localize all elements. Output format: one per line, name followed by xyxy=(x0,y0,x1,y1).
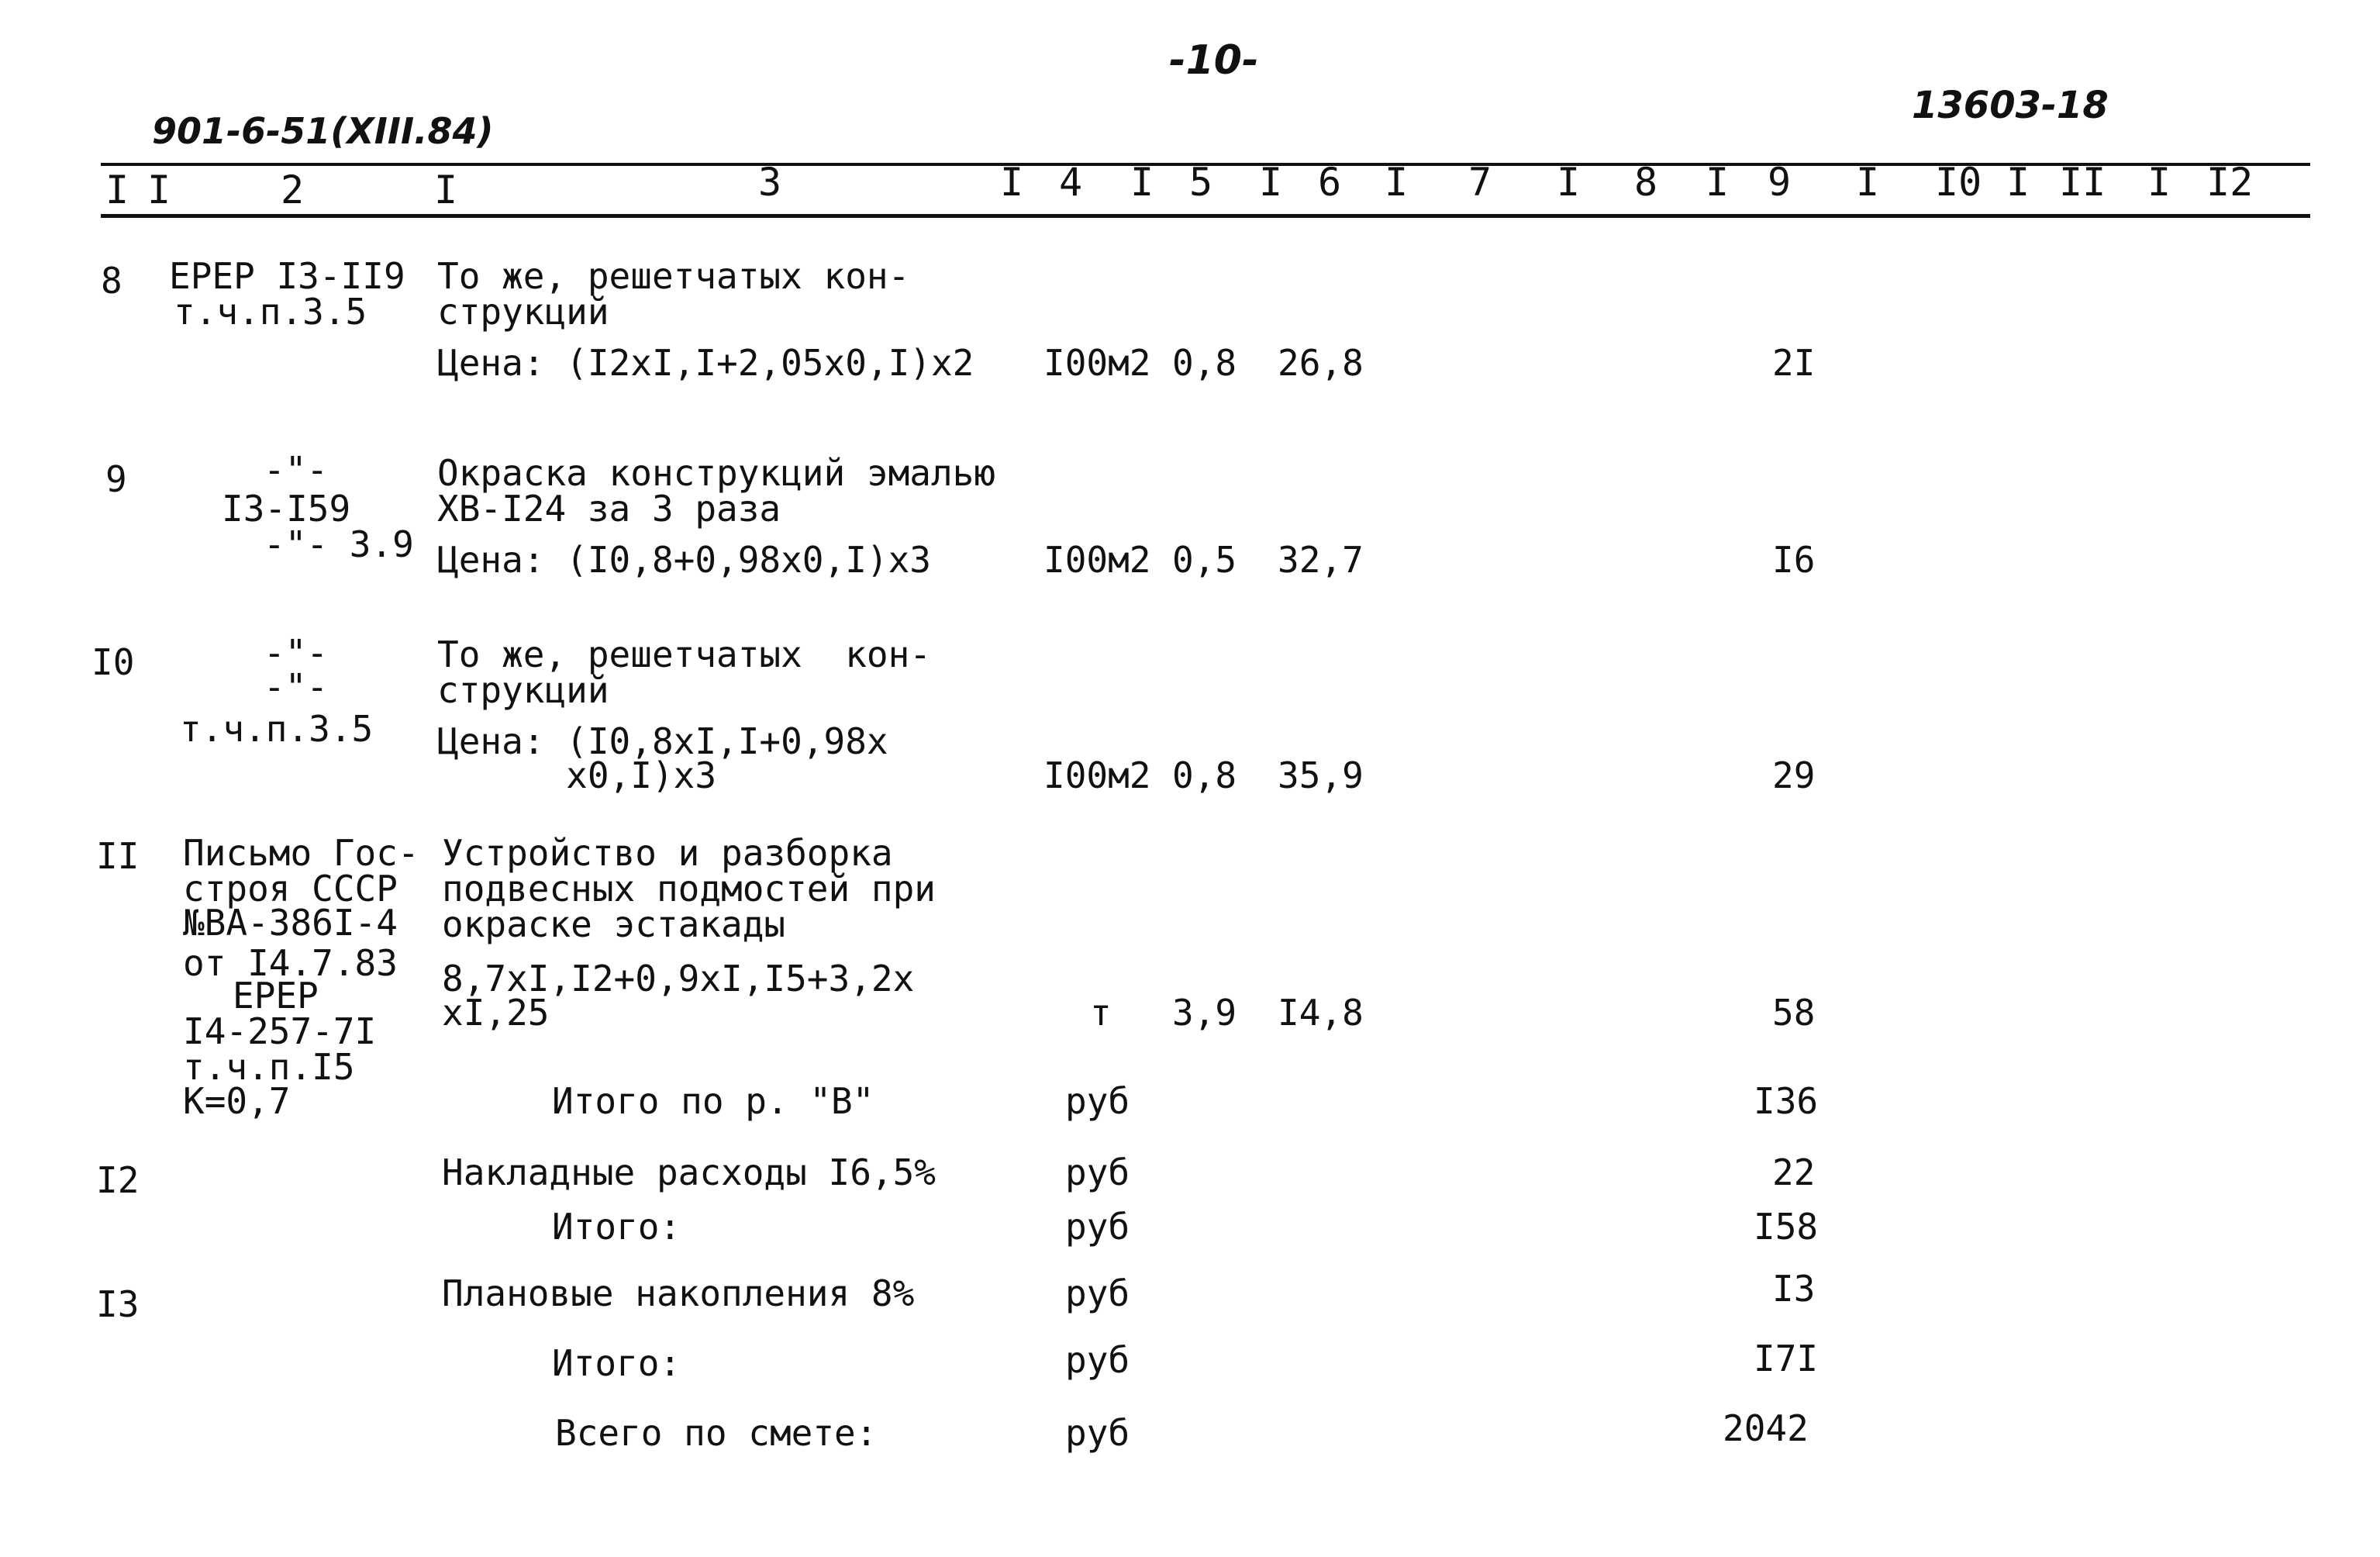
basis-line: от I4.7.83 xyxy=(183,942,398,984)
col-header-7: 7 xyxy=(1468,160,1492,205)
col-header-1: I xyxy=(105,167,129,212)
col-header-5: 5 xyxy=(1189,160,1213,205)
total-cell: 58 xyxy=(1772,992,1816,1034)
header-bottom-rule xyxy=(101,214,2310,218)
summary-label: Накладные расходы I6,5% xyxy=(442,1151,936,1193)
unit-cell: I00м2 xyxy=(1043,539,1151,581)
basis-line: -"- xyxy=(264,449,329,491)
row-number: I0 xyxy=(91,641,135,683)
unit-price-cell: 26,8 xyxy=(1278,342,1364,384)
summary-unit: руб xyxy=(1065,1272,1130,1314)
col-header-8: 8 xyxy=(1634,160,1658,205)
description-line: струкций xyxy=(437,291,609,333)
total-cell: I6 xyxy=(1772,539,1816,581)
summary-label: Итого: xyxy=(552,1206,681,1248)
row-number: 8 xyxy=(101,260,122,302)
description-line: окраске эстакады xyxy=(442,903,786,945)
price-line: Цена: (I0,8xI,I+0,98x xyxy=(437,720,888,762)
basis-line: -"- xyxy=(264,666,329,708)
col-sep-10: I xyxy=(2006,160,2030,205)
basis-line: -"- 3.9 xyxy=(264,523,414,565)
summary-total: 2042 xyxy=(1723,1407,1809,1449)
summary-total: I3 xyxy=(1772,1268,1816,1310)
summary-unit: руб xyxy=(1065,1206,1130,1248)
col-header-2: 2 xyxy=(281,167,305,212)
doc-code: 901-6-51(XIII.84) xyxy=(152,110,494,152)
col-header-11: II xyxy=(2059,160,2106,205)
unit-cell: I00м2 xyxy=(1043,754,1151,796)
basis-line: ЕРЕР xyxy=(233,975,319,1017)
basis-line: Письмо Гос- xyxy=(183,832,419,874)
basis-line: т.ч.п.I5 xyxy=(183,1046,355,1088)
summary-label: Плановые накопления 8% xyxy=(442,1272,915,1314)
price-line: x0,I)x3 xyxy=(437,754,717,796)
col-header-9: 9 xyxy=(1768,160,1792,205)
summary-unit: руб xyxy=(1065,1151,1130,1193)
basis-line: №ВА-386I-4 xyxy=(183,902,398,944)
col-sep-2: I xyxy=(434,167,458,212)
summary-total: I7I xyxy=(1754,1338,1819,1379)
col-sep-8: I xyxy=(1706,160,1730,205)
col-sep-7: I xyxy=(1557,160,1581,205)
page-number: -10- xyxy=(1169,37,1259,84)
qty-cell: 0,5 xyxy=(1172,539,1237,581)
description-line: подвесных подмостей при xyxy=(442,868,936,910)
summary-total: I58 xyxy=(1754,1206,1819,1248)
row-number: II xyxy=(96,835,140,877)
col-sep-6: I xyxy=(1385,160,1409,205)
basis-line: I4-257-7I xyxy=(183,1010,377,1052)
price-line: xI,25 xyxy=(442,992,550,1034)
summary-unit: руб xyxy=(1065,1412,1130,1454)
basis-line: К=0,7 xyxy=(183,1080,291,1122)
total-cell: 2I xyxy=(1772,342,1816,384)
basis-line: ЕРЕР I3-II9 xyxy=(169,255,405,297)
stamp-number: 13603-18 xyxy=(1912,84,2109,127)
summary-unit: руб xyxy=(1065,1339,1130,1381)
col-header-4: 4 xyxy=(1059,160,1083,205)
summary-label: Итого: xyxy=(552,1342,681,1384)
unit-price-cell: 32,7 xyxy=(1278,539,1364,581)
price-line: 8,7xI,I2+0,9xI,I5+3,2x xyxy=(442,958,915,999)
summary-total: I36 xyxy=(1754,1080,1819,1122)
description-line: То же, решетчатых кон- xyxy=(437,255,910,297)
summary-label: Итого по р. "В" xyxy=(552,1080,874,1122)
col-sep-11: I xyxy=(2147,160,2171,205)
unit-cell: т xyxy=(1090,992,1112,1034)
qty-cell: 0,8 xyxy=(1172,754,1237,796)
row-number: 9 xyxy=(105,458,127,500)
total-cell: 29 xyxy=(1772,754,1816,796)
col-sep-9: I xyxy=(1856,160,1880,205)
col-header-12: I2 xyxy=(2206,160,2254,205)
unit-cell: I00м2 xyxy=(1043,342,1151,384)
col-header-3: 3 xyxy=(758,160,782,205)
description-line: ХВ-I24 за 3 раза xyxy=(437,488,781,530)
summary-number: I2 xyxy=(96,1159,140,1201)
price-line: Цена: (I2xI,I+2,05x0,I)x2 xyxy=(437,342,974,384)
basis-line: т.ч.п.3.5 xyxy=(180,708,374,750)
price-line: Цена: (I0,8+0,98x0,I)x3 xyxy=(437,539,931,581)
summary-unit: руб xyxy=(1065,1080,1130,1122)
col-header-6: 6 xyxy=(1318,160,1342,205)
col-sep-4: I xyxy=(1130,160,1154,205)
col-sep-1: I xyxy=(147,167,171,212)
col-sep-3: I xyxy=(1000,160,1024,205)
basis-line: I3-I59 xyxy=(222,488,351,530)
qty-cell: 3,9 xyxy=(1172,992,1237,1034)
description-line: Устройство и разборка xyxy=(442,832,893,874)
unit-price-cell: 35,9 xyxy=(1278,754,1364,796)
basis-line: т.ч.п.3.5 xyxy=(174,291,367,333)
description-line: струкций xyxy=(437,669,609,711)
description-line: Окраска конструкций эмалью xyxy=(437,452,996,494)
summary-total: 22 xyxy=(1772,1151,1816,1193)
col-sep-5: I xyxy=(1259,160,1283,205)
description-line: То же, решетчатых кон- xyxy=(437,634,931,675)
qty-cell: 0,8 xyxy=(1172,342,1237,384)
col-header-10: I0 xyxy=(1935,160,1982,205)
summary-number: I3 xyxy=(96,1283,140,1325)
unit-price-cell: I4,8 xyxy=(1278,992,1364,1034)
summary-label: Всего по смете: xyxy=(555,1412,878,1454)
basis-line: -"- xyxy=(264,632,329,674)
basis-line: строя СССР xyxy=(183,868,398,910)
